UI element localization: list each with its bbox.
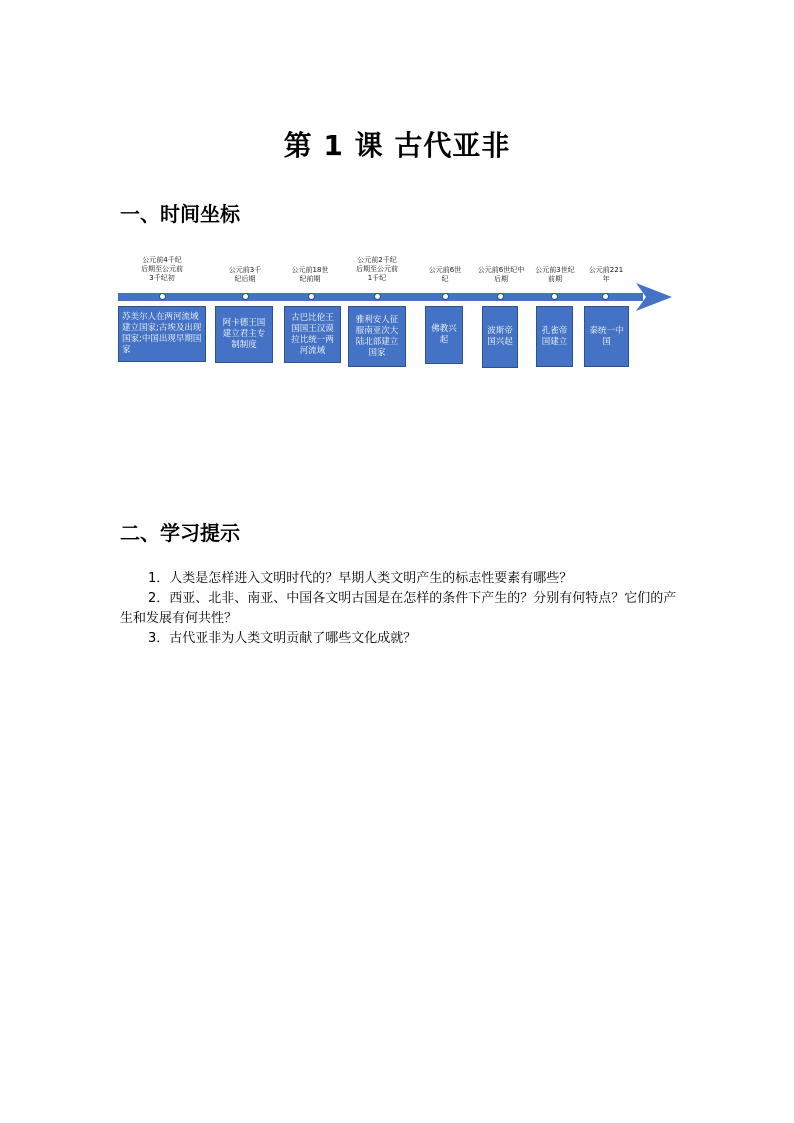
timeline-event-box: 佛教兴起 [425,306,463,364]
timeline-date: 公元前6世纪 [428,266,462,283]
timeline-dot [374,293,381,300]
timeline-date: 公元前4千纪后期至公元前3千纪初 [141,256,183,282]
timeline-dot [442,293,449,300]
timeline-event-box: 波斯帝国兴起 [482,306,518,368]
timeline-date: 公元前3千纪后期 [228,266,262,283]
timeline-dot [159,293,166,300]
timeline-dot [551,293,558,300]
timeline-dot [242,293,249,300]
timeline-dot [602,293,609,300]
timeline-date: 公元前221年 [588,266,624,283]
timeline-event-box: 雅利安人征服南亚次大陆北部建立国家 [348,306,406,367]
timeline-date: 公元前2千纪后期至公元前1千纪 [356,256,398,282]
section-heading-timeline: 一、时间坐标 [120,202,240,226]
study-tips-list [120,569,680,649]
timeline-event-box: 古巴比伦王国国王汉谟拉比统一两河流域 [284,306,341,363]
timeline-event-box: 秦统一中国 [584,306,629,367]
timeline-date: 公元前6世纪中后期 [477,266,525,283]
study-tip: 1．人类是怎样进入文明时代的？早期人类文明产生的标志性要素有哪些？ [148,571,573,586]
timeline-event-box: 孔雀帝国建立 [536,306,573,367]
page-title: 第 1 课 古代亚非 [283,129,511,162]
timeline-event-box: 苏美尔人在两河流域建立国家;古埃及出现国家;中国出现早期国家 [118,306,206,362]
section-heading-study-tips: 二、学习提示 [120,521,240,545]
timeline-event-box: 阿卡德王国建立君主专制制度 [215,306,273,363]
timeline-dot [497,293,504,300]
timeline-date: 公元前18世纪前期 [291,266,329,283]
study-tip: 3．古代亚非为人类文明贡献了哪些文化成就？ [148,631,417,646]
timeline-date: 公元前3世纪前期 [535,266,575,283]
timeline [116,250,676,380]
timeline-dot [308,293,315,300]
study-tip: 2．西亚、北非、南亚、中国各文明古国是在怎样的条件下产生的？分别有何特点？它们的产生和发展有何共性？ [120,591,677,626]
